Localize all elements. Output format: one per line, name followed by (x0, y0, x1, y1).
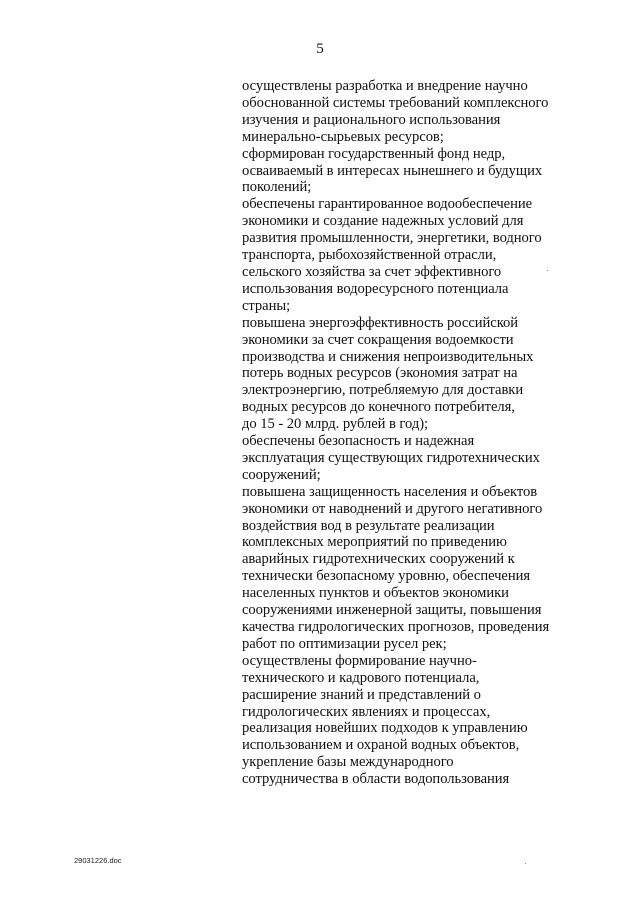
text-line: поколений; (242, 179, 312, 196)
text-line: страны; (242, 297, 291, 314)
scan-speck (547, 270, 548, 271)
text-line: технически безопасному уровню, обеспечения (242, 568, 531, 585)
text-line: технического и кадрового потенциала, (242, 669, 480, 686)
text-line: производства и снижения непроизводительных (242, 348, 534, 365)
text-line: экономики за счет сокращения водоемкости (242, 331, 514, 348)
text-line: реализация новейших подходов к управлению (242, 720, 528, 737)
text-line: работ по оптимизации русел рек; (242, 635, 447, 652)
text-line: укрепление базы международного (242, 754, 454, 771)
text-line: сотрудничества в области водопользования (242, 771, 510, 788)
text-line: водных ресурсов до конечного потребителя, (242, 399, 515, 416)
text-line: потерь водных ресурсов (экономия затрат на (242, 365, 518, 382)
text-line: расширение знаний и представлений о (242, 686, 481, 703)
text-line: использования водоресурсного потенциала (242, 280, 509, 297)
body-text (242, 78, 622, 788)
text-line: сооружений; (242, 466, 321, 483)
text-line: обеспечены гарантированное водообеспечение (242, 196, 533, 213)
text-line: сформирован государственный фонд недр, (242, 145, 506, 162)
text-line: воздействия вод в результате реализации (242, 517, 495, 534)
text-line: экономики от наводнений и другого негативного (242, 500, 543, 517)
text-line: населенных пунктов и объектов экономики (242, 585, 509, 602)
text-line: повышена энергоэффективность российской (242, 314, 519, 331)
text-line: осуществлены разработка и внедрение научно (242, 78, 528, 94)
text-line: минерально-сырьевых ресурсов; (242, 128, 444, 145)
text-line: до 15 - 20 млрд. рублей в год); (242, 416, 429, 433)
text-line: осуществлены формирование научно- (242, 652, 477, 669)
text-line: обеспечены безопасность и надежная (242, 433, 475, 450)
text-line: сельского хозяйства за счет эффективного (242, 263, 502, 280)
text-line: качества гидрологических прогнозов, проведения (242, 619, 550, 635)
text-line: электроэнергию, потребляемую для доставки (242, 382, 524, 399)
text-line: изучения и рационального использования (242, 111, 501, 128)
text-line: комплексных мероприятий по приведению (242, 534, 507, 551)
text-line: сооружениями инженерной защиты, повышения (242, 602, 542, 619)
text-line: транспорта, рыбохозяйственной отрасли, (242, 247, 497, 264)
text-line: осваиваемый в интересах нынешнего и будущих (242, 162, 543, 179)
text-line: обоснованной системы требований комплексного (242, 94, 549, 111)
text-line: эксплуатация существующих гидротехнических (242, 449, 540, 466)
text-line: аварийных гидротехнических сооружений к (242, 551, 515, 568)
text-line: экономики и создание надежных условий для (242, 213, 524, 230)
page-number: 5 (316, 41, 324, 57)
text-line: использованием и охраной водных объектов, (242, 737, 520, 754)
footer-file-name: 29031226.doc (74, 856, 122, 865)
scan-speck (525, 863, 526, 864)
text-line: развития промышленности, энергетики, водного (242, 230, 542, 247)
text-line: гидрологических явлениях и процессах, (242, 703, 491, 720)
text-line: повышена защищенность населения и объектов (242, 483, 538, 500)
